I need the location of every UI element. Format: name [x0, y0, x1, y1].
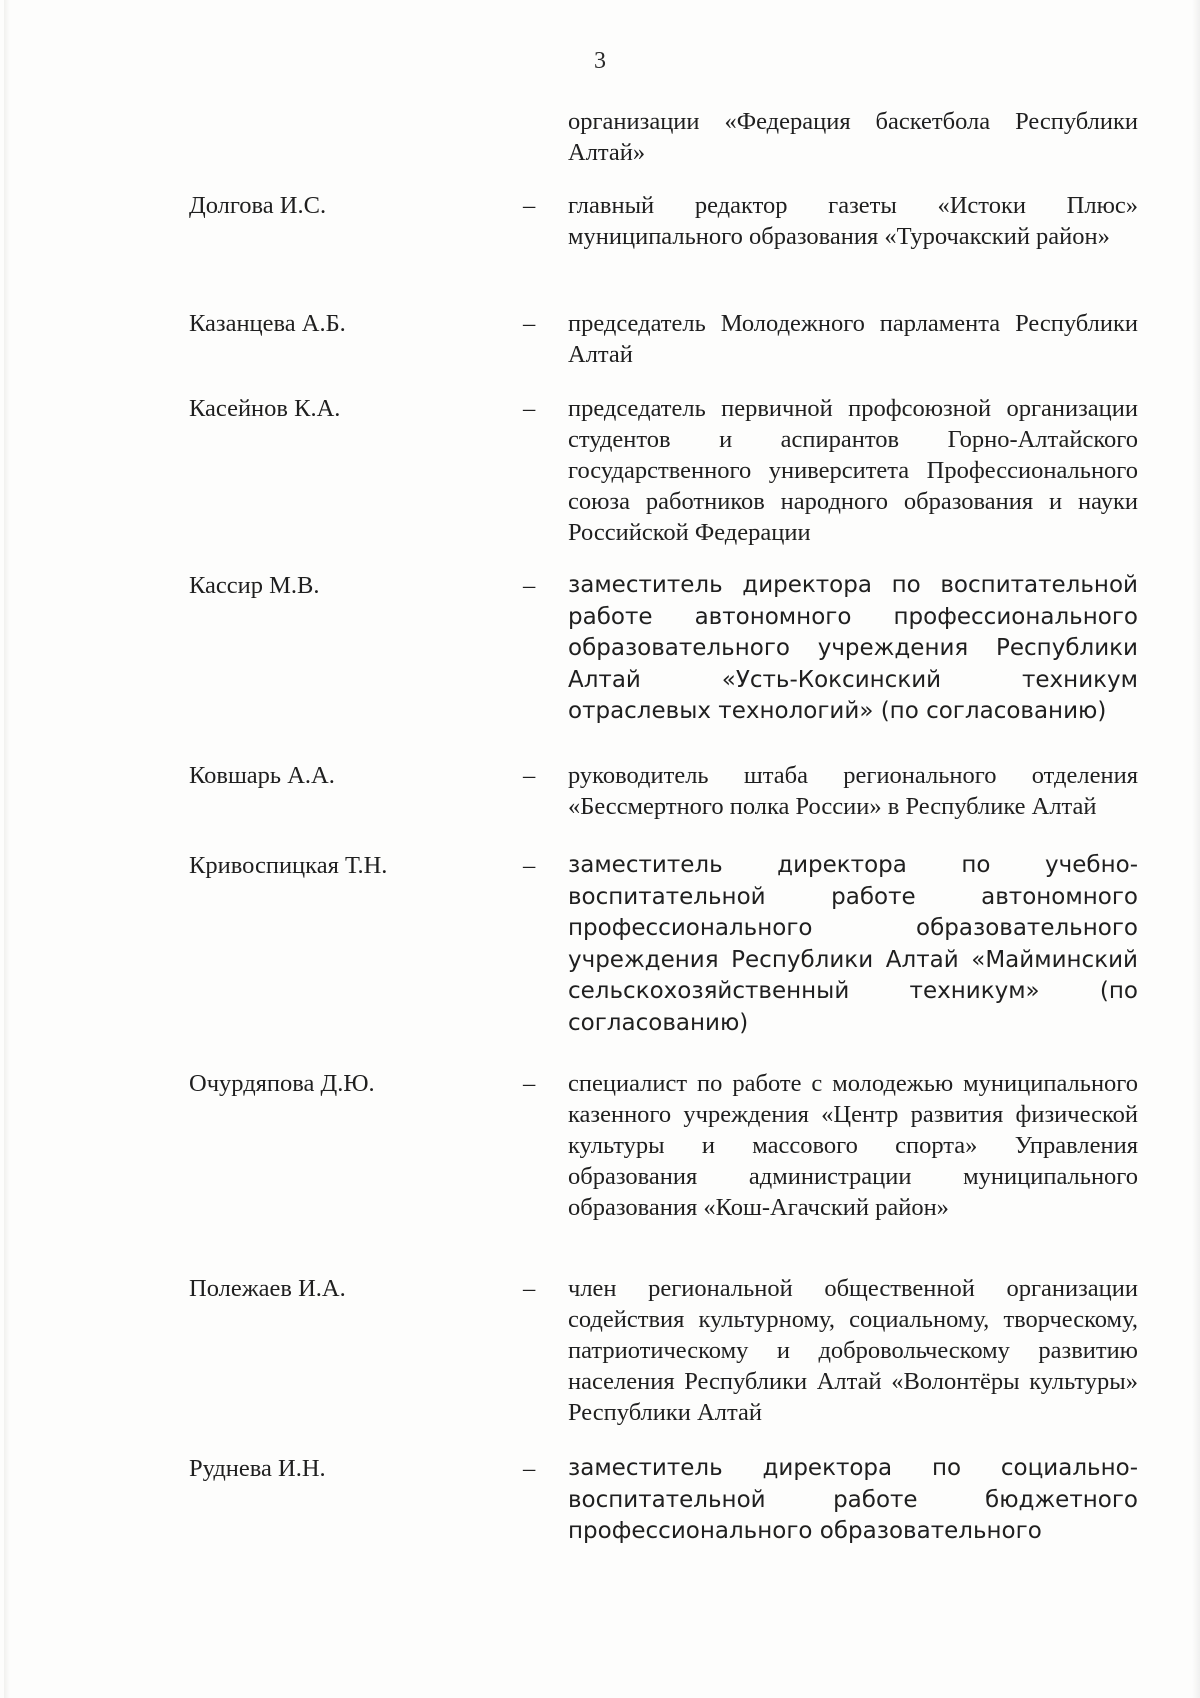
- member-name: Руднева И.Н.: [189, 1455, 326, 1482]
- member-description: член региональной общественной организации содействия культурному, социальному, творческому, патриотическому и добровольческому развитию населения Республики Алтай «Волонтёры культуры» Республики Алтай: [568, 1275, 1138, 1426]
- member-description: руководитель штаба регионального отделения «Бессмертного полка России» в Республике Алтай: [568, 762, 1138, 820]
- member-dash: –: [523, 310, 536, 337]
- member-dash: –: [523, 852, 536, 879]
- member-description: заместитель директора по воспитательной работе автономного профессионального образовательного учреждения Республики Алтай «Усть-Коксинский техникум отраслевых технологий» (по согласованию): [568, 572, 1138, 724]
- member-name: Кассир М.В.: [189, 572, 320, 599]
- member-name: Очурдяпова Д.Ю.: [189, 1070, 375, 1097]
- member-dash: –: [523, 1275, 536, 1302]
- member-description: заместитель директора по социально-воспитательной работе бюджетного профессионального образовательного: [568, 1455, 1138, 1544]
- member-name: Долгова И.С.: [189, 192, 327, 219]
- member-description: главный редактор газеты «Истоки Плюс» муниципального образования «Турочакский район»: [568, 192, 1138, 250]
- member-name: Касейнов К.А.: [189, 395, 341, 422]
- member-dash: –: [523, 1455, 536, 1482]
- continuation-text: организации «Федерация баскетбола Республики Алтай»: [568, 108, 1138, 166]
- member-description: председатель первичной профсоюзной организации студентов и аспирантов Горно-Алтайского государственного университета Профессионального союза работников народного образования и науки Российской Федерации: [568, 395, 1138, 546]
- member-name: Казанцева А.Б.: [189, 310, 346, 337]
- member-name: Ковшарь А.А.: [189, 762, 335, 789]
- page-number: 3: [594, 48, 606, 74]
- scan-edge-right: [1192, 0, 1200, 1698]
- member-dash: –: [523, 192, 536, 219]
- member-description: председатель Молодежного парламента Республики Алтай: [568, 310, 1138, 368]
- member-dash: –: [523, 1070, 536, 1097]
- scan-edge-left: [4, 0, 10, 1698]
- member-name: Полежаев И.А.: [189, 1275, 346, 1302]
- member-name: Кривоспицкая Т.Н.: [189, 852, 388, 879]
- member-dash: –: [523, 762, 536, 789]
- member-description: заместитель директора по учебно-воспитательной работе автономного профессионального образовательного учреждения Республики Алтай «Майминский сельскохозяйственный техникум» (по согласованию): [568, 852, 1138, 1036]
- member-dash: –: [523, 395, 536, 422]
- member-description: специалист по работе с молодежью муниципального казенного учреждения «Центр развития физической культуры и массового спорта» Управления образования администрации муниципального образования «Кош-Агачский район»: [568, 1070, 1138, 1221]
- member-dash: –: [523, 572, 536, 599]
